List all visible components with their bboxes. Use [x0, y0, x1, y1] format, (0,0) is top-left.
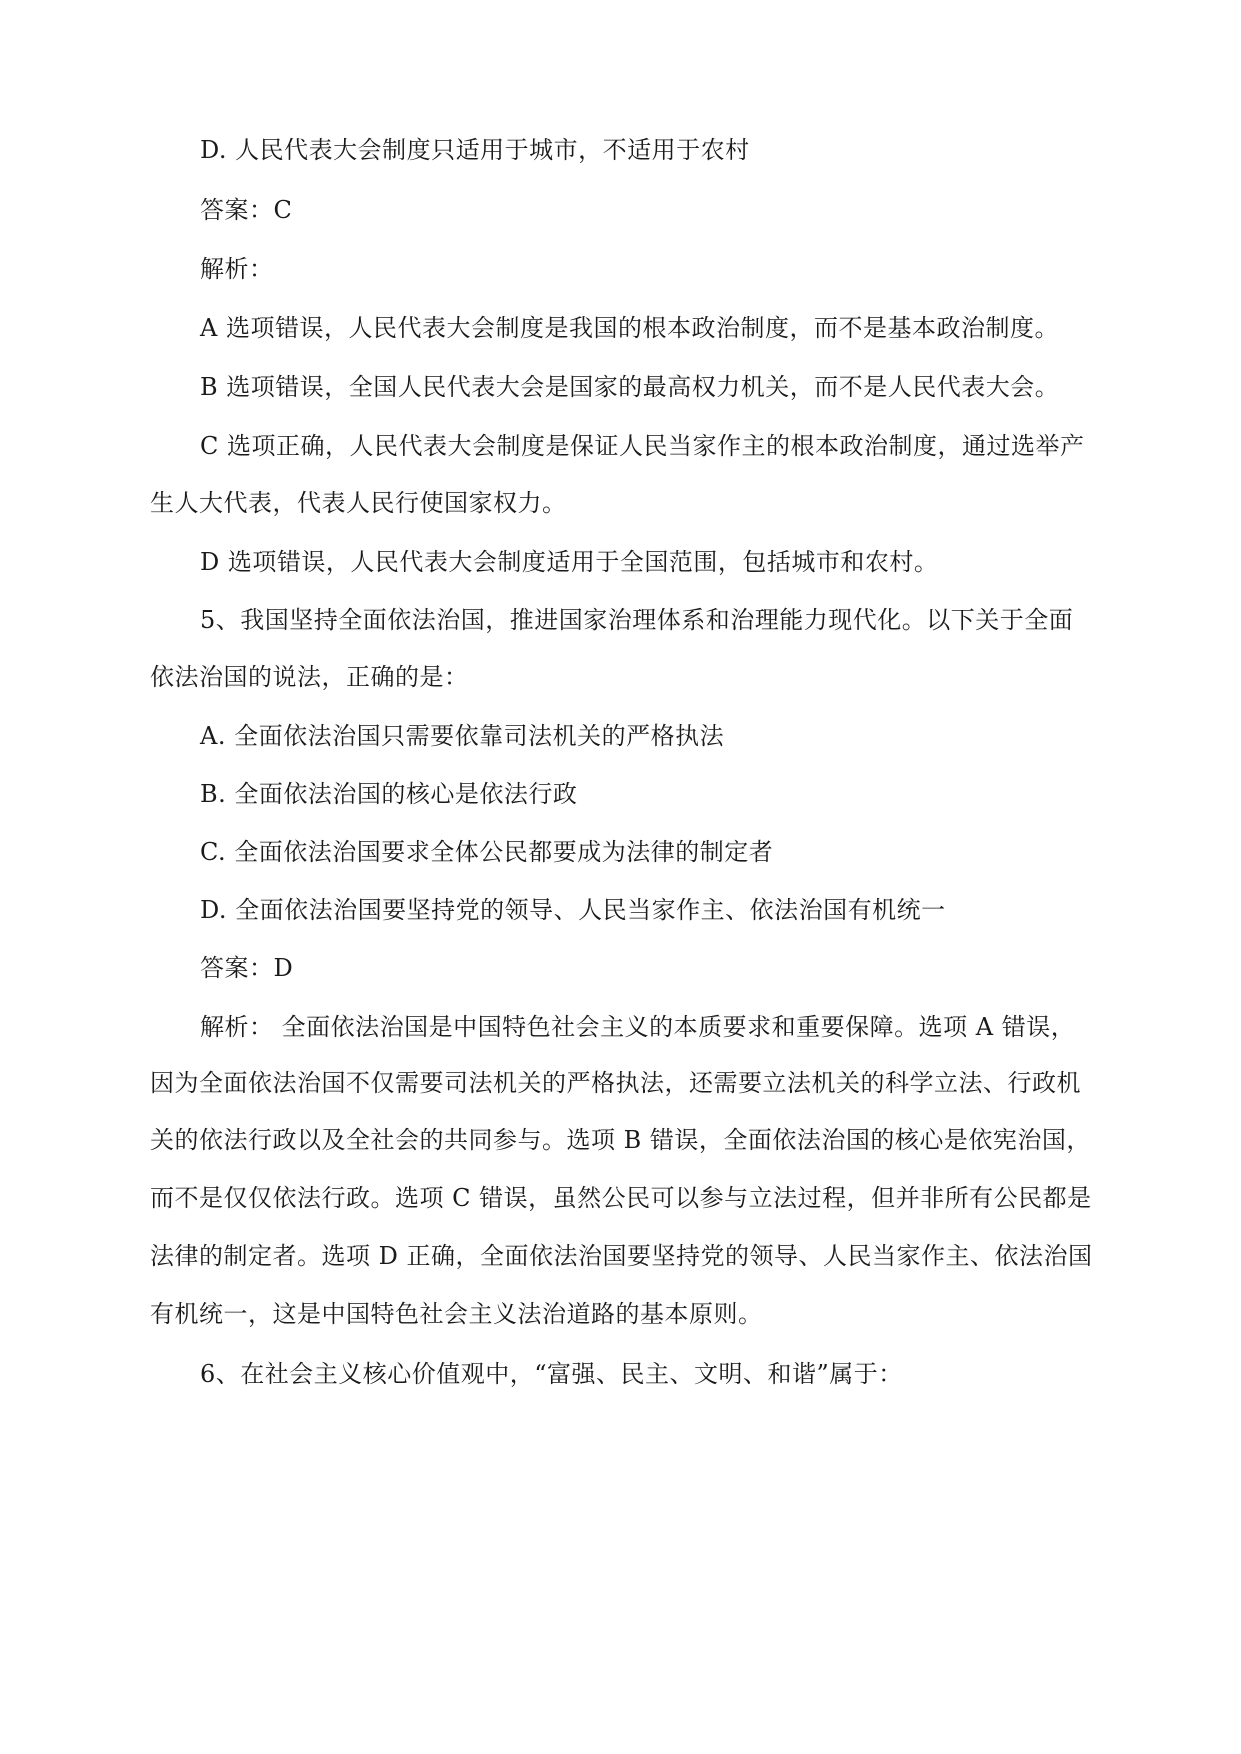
analysis-c-q4-line1: C 选项正确，人民代表大会制度是保证人民当家作主的根本政治制度，通过选举产: [200, 432, 1085, 460]
option-c-q5: C. 全面依法治国要求全体公民都要成为法律的制定者: [200, 838, 774, 866]
analysis-a-q4: A 选项错误，人民代表大会制度是我国的根本政治制度，而不是基本政治制度。: [200, 314, 1059, 342]
analysis-q5-line6: 有机统一，这是中国特色社会主义法治道路的基本原则。: [150, 1300, 763, 1328]
analysis-label-q4: 解析：: [200, 255, 274, 283]
option-d-q5: D. 全面依法治国要坚持党的领导、人民当家作主、依法治国有机统一: [200, 896, 946, 924]
analysis-q5-line2: 因为全面依法治国不仅需要司法机关的严格执法，还需要立法机关的科学立法、行政机: [150, 1069, 1081, 1097]
option-a-q5: A. 全面依法治国只需要依靠司法机关的严格执法: [200, 722, 725, 750]
analysis-q5-line3: 关的依法行政以及全社会的共同参与。选项 B 错误，全面依法治国的核心是依宪治国，: [150, 1126, 1091, 1154]
answer-q5: 答案：D: [200, 954, 294, 982]
analysis-q5-line1: 解析： 全面依法治国是中国特色社会主义的本质要求和重要保障。选项 A 错误，: [200, 1013, 1076, 1041]
option-b-q5: B. 全面依法治国的核心是依法行政: [200, 780, 578, 808]
analysis-d-q4: D 选项错误，人民代表大会制度适用于全国范围，包括城市和农村。: [200, 548, 939, 576]
option-d-q4: D. 人民代表大会制度只适用于城市，不适用于农村: [200, 136, 750, 164]
answer-q4: 答案：C: [200, 196, 293, 224]
analysis-b-q4: B 选项错误，全国人民代表大会是国家的最高权力机关，而不是人民代表大会。: [200, 373, 1060, 401]
question-6: 6、在社会主义核心价值观中，“富强、民主、文明、和谐”属于：: [200, 1360, 903, 1388]
question-5-line2: 依法治国的说法，正确的是：: [150, 663, 469, 691]
analysis-q5-line5: 法律的制定者。选项 D 正确，全面依法治国要坚持党的领导、人民当家作主、依法治国: [150, 1242, 1093, 1270]
question-5-line1: 5、我国坚持全面依法治国，推进国家治理体系和治理能力现代化。以下关于全面: [200, 606, 1074, 634]
analysis-c-q4-line2: 生人大代表，代表人民行使国家权力。: [150, 489, 567, 517]
analysis-q5-line4: 而不是仅仅依法行政。选项 C 错误，虽然公民可以参与立法过程，但并非所有公民都是: [150, 1184, 1092, 1212]
